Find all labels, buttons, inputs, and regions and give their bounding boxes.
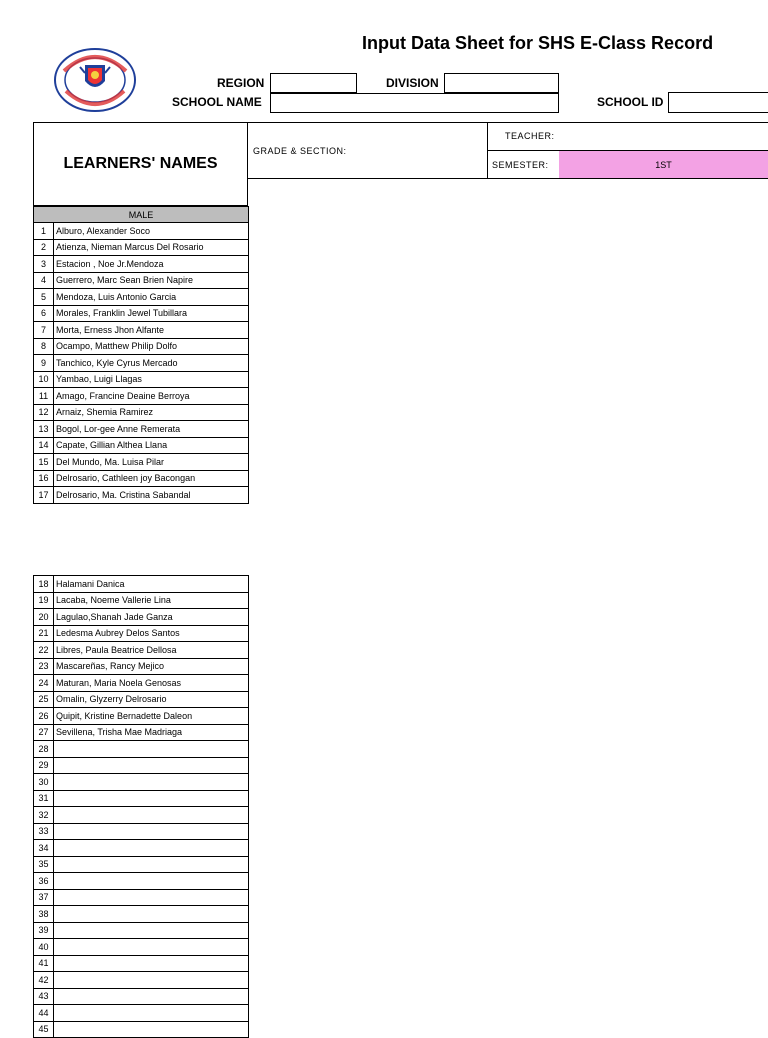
learner-name-cell[interactable]: Amago, Francine Deaine Berroya <box>54 388 249 405</box>
row-number: 28 <box>34 741 54 758</box>
learner-row <box>34 955 249 972</box>
page-title: Input Data Sheet for SHS E-Class Record <box>362 33 714 53</box>
learner-name-cell[interactable]: Mascareñas, Rancy Mejico <box>54 658 249 675</box>
info-bottom-rule <box>247 178 768 179</box>
learner-name-cell[interactable] <box>54 972 249 989</box>
learner-row <box>34 592 249 609</box>
learner-row <box>34 404 249 421</box>
learner-name-cell[interactable]: Alburo, Alexander Soco <box>54 223 249 240</box>
learner-name-cell[interactable]: Yambao, Luigi Llagas <box>54 371 249 388</box>
grade-section-label: GRADE & SECTION: <box>253 146 347 156</box>
learner-row <box>34 355 249 372</box>
learner-row <box>34 658 249 675</box>
learner-name-cell[interactable]: Arnaiz, Shemia Ramirez <box>54 404 249 421</box>
row-number: 20 <box>34 609 54 626</box>
learner-name-cell[interactable] <box>54 906 249 923</box>
learner-row <box>34 939 249 956</box>
deped-seal-logo <box>52 47 138 113</box>
semester-value: 1ST <box>655 159 672 170</box>
row-number: 33 <box>34 823 54 840</box>
learner-row <box>34 239 249 256</box>
learner-row <box>34 454 249 471</box>
row-number: 2 <box>34 239 54 256</box>
learner-row <box>34 421 249 438</box>
row-number: 13 <box>34 421 54 438</box>
row-number: 10 <box>34 371 54 388</box>
learner-row <box>34 322 249 339</box>
learner-name-cell[interactable] <box>54 1005 249 1022</box>
learner-row <box>34 609 249 626</box>
school-name-label: SCHOOL NAME <box>172 95 262 109</box>
learner-name-cell[interactable]: Morta, Erness Jhon Alfante <box>54 322 249 339</box>
learner-name-cell[interactable] <box>54 955 249 972</box>
learners-table-continued <box>33 575 249 1038</box>
learner-name-cell[interactable]: Atienza, Nieman Marcus Del Rosario <box>54 239 249 256</box>
row-number: 17 <box>34 487 54 504</box>
learner-name-cell[interactable]: Delrosario, Ma. Cristina Sabandal <box>54 487 249 504</box>
learner-row <box>34 873 249 890</box>
row-number: 1 <box>34 223 54 240</box>
row-number: 41 <box>34 955 54 972</box>
male-learners-table <box>33 206 249 504</box>
learner-name-cell[interactable]: Tanchico, Kyle Cyrus Mercado <box>54 355 249 372</box>
row-number: 30 <box>34 774 54 791</box>
learner-name-cell[interactable] <box>54 774 249 791</box>
learner-row <box>34 807 249 824</box>
row-number: 34 <box>34 840 54 857</box>
row-number: 9 <box>34 355 54 372</box>
learner-name-cell[interactable]: Lacaba, Noeme Vallerie Lina <box>54 592 249 609</box>
learner-row <box>34 856 249 873</box>
learner-name-cell[interactable]: Delrosario, Cathleen joy Bacongan <box>54 470 249 487</box>
learner-name-cell[interactable]: Maturan, Maria Noela Genosas <box>54 675 249 692</box>
learner-row <box>34 305 249 322</box>
learner-name-cell[interactable]: Guerrero, Marc Sean Brien Napire <box>54 272 249 289</box>
row-number: 15 <box>34 454 54 471</box>
learner-name-cell[interactable] <box>54 840 249 857</box>
learner-row <box>34 1005 249 1022</box>
learner-name-cell[interactable] <box>54 1021 249 1038</box>
row-number: 45 <box>34 1021 54 1038</box>
row-number: 37 <box>34 889 54 906</box>
learner-name-cell[interactable]: Mendoza, Luis Antonio Garcia <box>54 289 249 306</box>
learner-name-cell[interactable] <box>54 807 249 824</box>
learner-name-cell[interactable] <box>54 741 249 758</box>
row-number: 4 <box>34 272 54 289</box>
learners-names-label: LEARNERS' NAMES <box>63 155 218 172</box>
row-number: 14 <box>34 437 54 454</box>
learner-name-cell[interactable]: Capate, Gillian Althea Llana <box>54 437 249 454</box>
male-header: MALE <box>34 207 249 223</box>
row-number: 25 <box>34 691 54 708</box>
learner-row <box>34 691 249 708</box>
learner-row <box>34 922 249 939</box>
teacher-label: TEACHER: <box>505 131 555 141</box>
learner-row <box>34 388 249 405</box>
row-number: 29 <box>34 757 54 774</box>
info-top-rule <box>247 122 768 123</box>
learner-row <box>34 823 249 840</box>
learner-row <box>34 289 249 306</box>
learner-row <box>34 371 249 388</box>
learner-name-cell[interactable]: Halamani Danica <box>54 576 249 593</box>
row-number: 3 <box>34 256 54 273</box>
learner-row <box>34 972 249 989</box>
row-number: 27 <box>34 724 54 741</box>
division-label: DIVISION <box>386 76 439 90</box>
row-number: 24 <box>34 675 54 692</box>
learner-row <box>34 625 249 642</box>
row-number: 21 <box>34 625 54 642</box>
learner-row <box>34 774 249 791</box>
row-number: 11 <box>34 388 54 405</box>
learner-name-cell[interactable] <box>54 790 249 807</box>
row-number: 35 <box>34 856 54 873</box>
learner-row <box>34 256 249 273</box>
learner-row <box>34 576 249 593</box>
learner-row <box>34 470 249 487</box>
learner-row <box>34 757 249 774</box>
row-number: 23 <box>34 658 54 675</box>
row-number: 32 <box>34 807 54 824</box>
school-id-label: SCHOOL ID <box>597 95 664 109</box>
learner-name-cell[interactable]: Ocampo, Matthew Philip Dolfo <box>54 338 249 355</box>
row-number: 43 <box>34 988 54 1005</box>
school-name-field[interactable] <box>270 93 559 113</box>
learner-name-cell[interactable]: Del Mundo, Ma. Luisa Pilar <box>54 454 249 471</box>
region-label: REGION <box>217 76 265 90</box>
learner-name-cell[interactable] <box>54 889 249 906</box>
row-number: 16 <box>34 470 54 487</box>
row-number: 8 <box>34 338 54 355</box>
learner-name-cell[interactable] <box>54 757 249 774</box>
division-field[interactable] <box>444 73 559 93</box>
learner-name-cell[interactable]: Bogol, Lor-gee Anne Remerata <box>54 421 249 438</box>
row-number: 40 <box>34 939 54 956</box>
learner-name-cell[interactable] <box>54 939 249 956</box>
learner-row <box>34 642 249 659</box>
learner-name-cell[interactable]: Lagulao,Shanah Jade Ganza <box>54 609 249 626</box>
row-number: 19 <box>34 592 54 609</box>
learner-row <box>34 487 249 504</box>
learner-row <box>34 988 249 1005</box>
learner-row <box>34 741 249 758</box>
school-id-field[interactable] <box>668 92 768 113</box>
learner-name-cell[interactable]: Ledesma Aubrey Delos Santos <box>54 625 249 642</box>
learner-row <box>34 790 249 807</box>
learner-name-cell[interactable] <box>54 922 249 939</box>
learner-row <box>34 708 249 725</box>
learner-row <box>34 889 249 906</box>
learner-row <box>34 724 249 741</box>
row-number: 12 <box>34 404 54 421</box>
learner-row <box>34 338 249 355</box>
row-number: 42 <box>34 972 54 989</box>
learner-row <box>34 223 249 240</box>
learner-row <box>34 437 249 454</box>
learner-name-cell[interactable]: Libres, Paula Beatrice Dellosa <box>54 642 249 659</box>
learner-row <box>34 1021 249 1038</box>
row-number: 39 <box>34 922 54 939</box>
row-number: 18 <box>34 576 54 593</box>
row-number: 26 <box>34 708 54 725</box>
learner-name-cell[interactable]: Estacion , Noe Jr.Mendoza <box>54 256 249 273</box>
row-number: 38 <box>34 906 54 923</box>
region-field[interactable] <box>270 73 357 93</box>
semester-label: SEMESTER: <box>492 160 549 170</box>
row-number: 6 <box>34 305 54 322</box>
learner-name-cell[interactable] <box>54 823 249 840</box>
row-number: 22 <box>34 642 54 659</box>
learner-name-cell[interactable]: Omalin, Glyzerry Delrosario <box>54 691 249 708</box>
learner-name-cell[interactable] <box>54 873 249 890</box>
row-number: 5 <box>34 289 54 306</box>
learner-name-cell[interactable]: Sevillena, Trisha Mae Madriaga <box>54 724 249 741</box>
learner-name-cell[interactable]: Quipit, Kristine Bernadette Daleon <box>54 708 249 725</box>
row-number: 7 <box>34 322 54 339</box>
learner-row <box>34 675 249 692</box>
learners-names-header <box>33 122 248 206</box>
row-number: 36 <box>34 873 54 890</box>
semester-field[interactable] <box>559 151 768 178</box>
learner-name-cell[interactable] <box>54 988 249 1005</box>
learner-row <box>34 272 249 289</box>
learner-name-cell[interactable]: Morales, Franklin Jewel Tubillara <box>54 305 249 322</box>
row-number: 44 <box>34 1005 54 1022</box>
learner-row <box>34 840 249 857</box>
row-number: 31 <box>34 790 54 807</box>
learner-row <box>34 906 249 923</box>
learner-name-cell[interactable] <box>54 856 249 873</box>
